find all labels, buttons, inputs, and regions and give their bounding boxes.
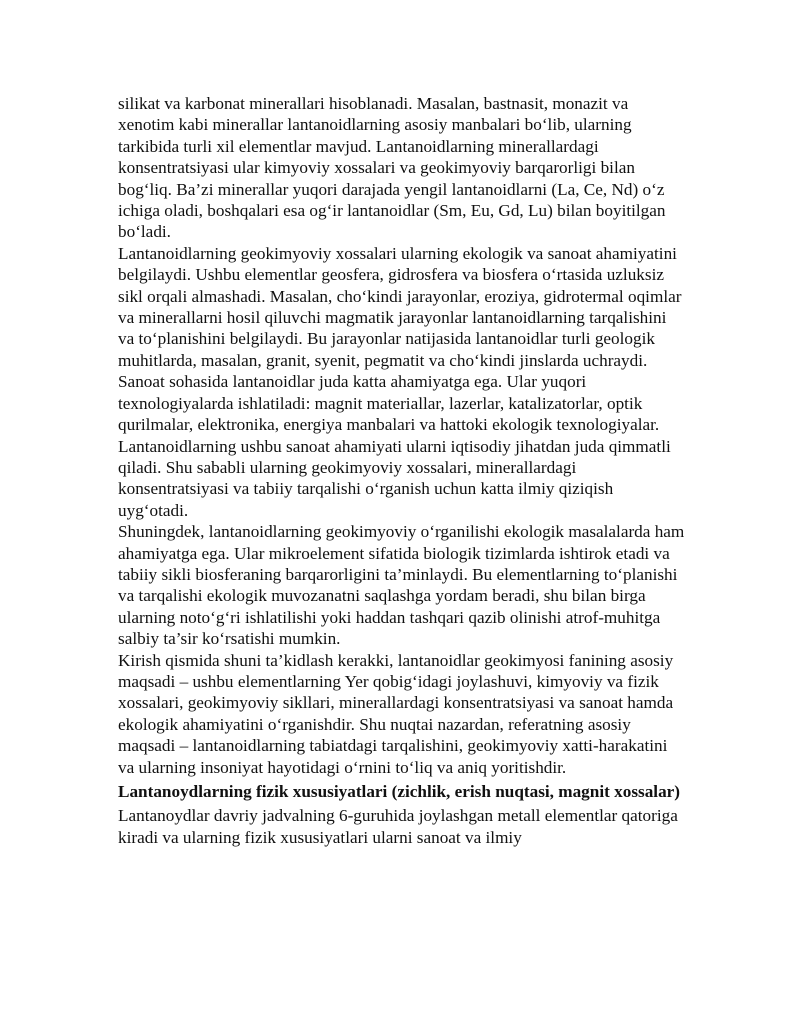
paragraph-industry: Sanoat sohasida lantanoidlar juda katta ahamiyatga ega. Ular yuqori texnologiyalarda ishlatiladi: magnit materiallar, lazerlar, katalizatorlar, optik qurilmalar, elektronika, energiya manbalari va hattoki ekologik texnologiyalar. Lantanoidlarning ushbu sanoat ahamiyati ularni iqtisodiy jihatdan juda qimmatli qiladi. Shu sababli ularning geokimyoviy xossalari, minerallardagi konsentratsiyasi va tabiiy tarqalishi o‘rganish uchun katta ilmiy qiziqish uyg‘otadi. <box>118 372 671 520</box>
section-heading: Lantanoydlarning fizik xususiyatlari (zichlik, erish nuqtasi, magnit xossalar) <box>118 782 681 801</box>
paragraph-introduction-aim: Kirish qismida shuni ta’kidlash kerakki, lantanoidlar geokimyosi fanining asosiy maqsadi – ushbu elementlarning Yer qobig‘idagi joylashuvi, kimyoviy va fizik xossalari, geokimyoviy sikllari, minerallardagi konsentratsiyasi va sanoat hamda ekologik ahamiyatini o‘rganishdir. Shu nuqtai nazardan, referatning asosiy maqsadi – lantanoidlarning tabiatdagi tarqalishini, geokimyoviy xatti-harakatini va ularning insoniyat hayotidagi o‘rnini to‘liq va aniq yoritishdir. <box>118 650 674 777</box>
paragraph-minerals: silikat va karbonat minerallari hisoblanadi. Masalan, bastnasit, monazit va xenotim kabi minerallar lantanoidlarning asosiy manbalari bo‘lib, ularning tarkibida turli xil elementlar mavjud. Lantanoidlarning minerallardagi konsentratsiyasi ular kimyoviy xossalari va geokimyoviy barqarorligi bilan bog‘liq. Ba’zi minerallar yuqori darajada yengil lantanoidlarni (La, Ce, Nd) o‘z ichiga oladi, boshqalari esa og‘ir lantanoidlar (Sm, Eu, Gd, Lu) bilan boyitilgan bo‘ladi. <box>118 94 666 242</box>
document-page <box>118 93 686 848</box>
paragraph-ecology: Shuningdek, lantanoidlarning geokimyoviy o‘rganilishi ekologik masalalarda ham ahamiyatga ega. Ular mikroelement sifatida biologik tizimlarda ishtirok etadi va tabiiy sikli biosferaning barqarorligini ta’minlaydi. Bu elementlarning to‘planishi va tarqalishi ekologik muvozanatni saqlashga yordam beradi, shu bilan birga ularning noto‘g‘ri ishlatilishi yoki haddan tashqari qazib olinishi atrof-muhitga salbiy ta’sir ko‘rsatishi mumkin. <box>118 522 685 649</box>
paragraph-geochemical-properties: Lantanoidlarning geokimyoviy xossalari ularning ekologik va sanoat ahamiyatini belgilaydi. Ushbu elementlar geosfera, gidrosfera va biosfera o‘rtasida uzluksiz sikl orqali almashadi. Masalan, cho‘kindi jarayonlar, eroziya, gidrotermal oqimlar va minerallarni hosil qiluvchi magmatik jarayonlar lantanoidlarning tarqalishini va to‘planishini belgilaydi. Bu jarayonlar natijasida lantanoidlar turli geologik muhitlarda, masalan, granit, syenit, pegmatit va cho‘kindi jinslarda uchraydi. <box>118 243 682 370</box>
paragraph-section-start: Lantanoydlar davriy jadvalning 6-guruhida joylashgan metall elementlar qatoriga kiradi va ularning fizik xususiyatlari ularni sanoat va ilmiy <box>118 806 678 847</box>
